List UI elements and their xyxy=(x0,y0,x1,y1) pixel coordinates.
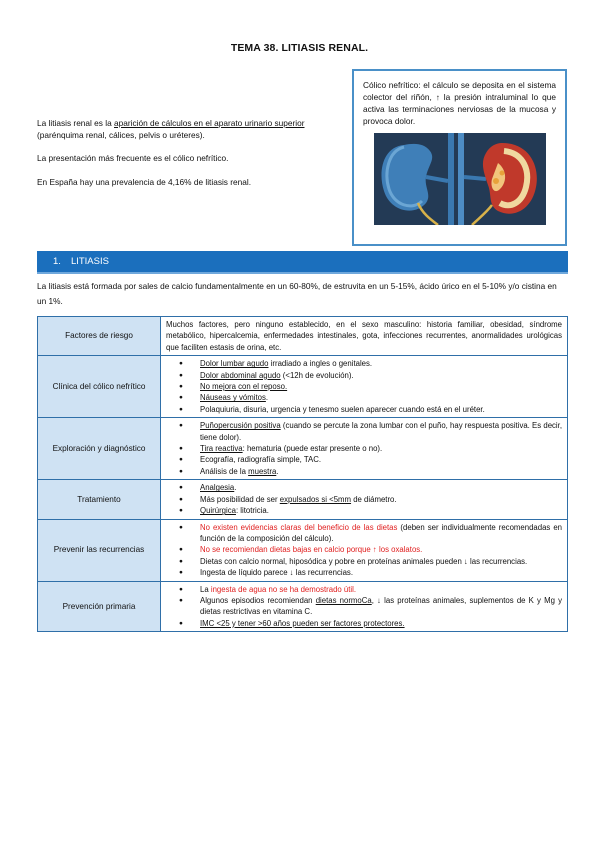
item-text: (deben ser individualmente recomendadas en función de la composición del cálculo). xyxy=(200,522,562,543)
item-text: irradiado a ingles o genitales. xyxy=(268,359,373,369)
list-item xyxy=(166,443,562,454)
underlined-text: Puñopercusión positiva xyxy=(200,421,281,431)
list-item: ● Polaquiuria, disuria, urgencia y tenesmo suelen aparecer cuando está en el uréter. xyxy=(166,404,562,415)
list-item xyxy=(166,584,562,595)
intro-underlined: aparición de cálculos en el aparato urinario superior xyxy=(114,118,305,128)
kidney-illustration xyxy=(374,133,546,225)
list-item: ● Ingesta de líquido parece ↓ las recurrencias. xyxy=(166,567,562,578)
table-row-exam xyxy=(38,418,568,480)
row-header: Clínica del cólico nefrítico xyxy=(38,356,161,418)
underlined-text: expulsados si <5mm xyxy=(279,494,352,504)
row-header: Prevenir las recurrencias xyxy=(38,519,161,581)
item-text: de diámetro. xyxy=(351,494,397,504)
underlined-text: IMC <25 y tener >60 años pueden ser factores protectores. xyxy=(200,618,405,628)
row-header: Prevención primaria xyxy=(38,581,161,632)
table-row-risk xyxy=(38,317,568,356)
list-item: ● Dietas con calcio normal, hiposódica y pobre en proteínas animales pueden ↓ las recurrencias. xyxy=(166,556,562,567)
lithiasis-table xyxy=(37,316,568,632)
list-item xyxy=(166,482,562,493)
list-item xyxy=(166,358,562,369)
row-header: Factores de riesgo xyxy=(38,317,161,356)
underlined-text: No mejora con el reposo. xyxy=(200,382,288,392)
list-item xyxy=(166,392,562,403)
underlined-text: Tira reactiva xyxy=(200,444,243,454)
underlined-text: Dolor abdominal agudo xyxy=(200,370,281,380)
underlined-text: Quirúrgica xyxy=(200,506,236,516)
underlined-text: Dolor lumbar agudo xyxy=(200,359,269,369)
item-text: . xyxy=(234,483,237,493)
item-text: : litotricia. xyxy=(235,506,269,516)
row-header: Tratamiento xyxy=(38,480,161,519)
table-row-primary xyxy=(38,581,568,632)
list-item xyxy=(166,618,562,629)
row-header: Exploración y diagnóstico xyxy=(38,418,161,480)
intro-text: La litiasis renal es la xyxy=(37,118,115,128)
item-text: . xyxy=(276,466,279,476)
intro-paragraph-2: La presentación más frecuente es el cólico nefrítico. xyxy=(37,153,229,163)
highlighted-text: No se recomiendan dietas bajas en calcio porque ↑ los oxalatos. xyxy=(200,545,423,555)
item-text: (<12h de evolución). xyxy=(280,370,354,380)
item-text: : hematuria (puede estar presente o no). xyxy=(242,444,383,454)
table-row-recurrence xyxy=(38,519,568,581)
row-content: Muchos factores, pero ninguno establecido, en el sexo masculino: historia familiar, obesidad, síndrome metabólico, hipercalcemia, enfermedades intestinales, gota, infecciones recurrentes, anormalidades urológicas que faciliten estasis de orina, etc. xyxy=(161,317,568,356)
list-item xyxy=(166,494,562,505)
table-row-clinic xyxy=(38,356,568,418)
section-title: LITIASIS xyxy=(70,256,109,267)
row-content xyxy=(161,519,568,581)
lithiasis-composition-paragraph: La litiasis está formada por sales de calcio fundamentalmente en un 60-80%, de estruvita en un 5-15%, ácido úrico en el 5-10% y/o cistina en un 1%. xyxy=(37,281,557,306)
intro-paragraph-1 xyxy=(37,118,347,141)
colic-info-box xyxy=(352,69,567,246)
row-content xyxy=(161,480,568,519)
intro-section xyxy=(37,118,347,200)
underlined-text: Náuseas y vómitos xyxy=(200,393,266,403)
list-item xyxy=(166,370,562,381)
list-item xyxy=(166,420,562,443)
table-row-treatment xyxy=(38,480,568,519)
highlighted-text: No existen evidencias claras del beneficio de las dietas xyxy=(200,522,398,532)
underlined-text: dietas normoCa xyxy=(315,595,372,605)
item-text: Más posibilidad de ser xyxy=(200,494,280,504)
highlighted-text: ingesta de agua no se ha demostrado útil. xyxy=(210,584,357,594)
item-text: Algunos episodios recomiendan xyxy=(200,595,316,605)
list-item xyxy=(166,522,562,545)
underlined-text: muestra xyxy=(248,466,277,476)
intro-paragraph-3: En España hay una prevalencia de 4,16% de litiasis renal. xyxy=(37,176,252,187)
list-item xyxy=(166,466,562,477)
underlined-text: Analgesia xyxy=(200,483,235,493)
item-text: La xyxy=(200,584,211,594)
list-item xyxy=(166,595,562,618)
item-text: Análisis de la xyxy=(200,466,249,476)
section-heading-litiasis xyxy=(37,251,568,274)
row-content xyxy=(161,356,568,418)
item-text: . xyxy=(265,393,269,403)
list-item: ● Ecografía, radiografía simple, TAC. xyxy=(166,454,562,465)
row-content xyxy=(161,418,568,480)
list-item xyxy=(166,544,562,555)
intro-text: (parénquima renal, cálices, pelvis o uréteres). xyxy=(37,129,205,140)
item-text: , ↓ las proteínas animales, suplementos de K y Mg y dietas restrictivas en vitamina C. xyxy=(200,595,562,617)
section-number: 1. xyxy=(53,256,61,267)
colic-description: Cólico nefrítico: el cálculo se deposita en el sistema colector del riñón, ↑ la presión intraluminal lo que activa las terminaciones nerviosas de la mucosa y provoca dolor. xyxy=(363,80,556,126)
item-text: (cuando se percute la zona lumbar con el puño, hay respuesta positiva. Es decir, tiene dolor). xyxy=(200,421,562,442)
page-title: TEMA 38. LITIASIS RENAL. xyxy=(230,42,369,54)
list-item xyxy=(166,381,562,392)
list-item xyxy=(166,505,562,516)
row-content xyxy=(161,581,568,632)
